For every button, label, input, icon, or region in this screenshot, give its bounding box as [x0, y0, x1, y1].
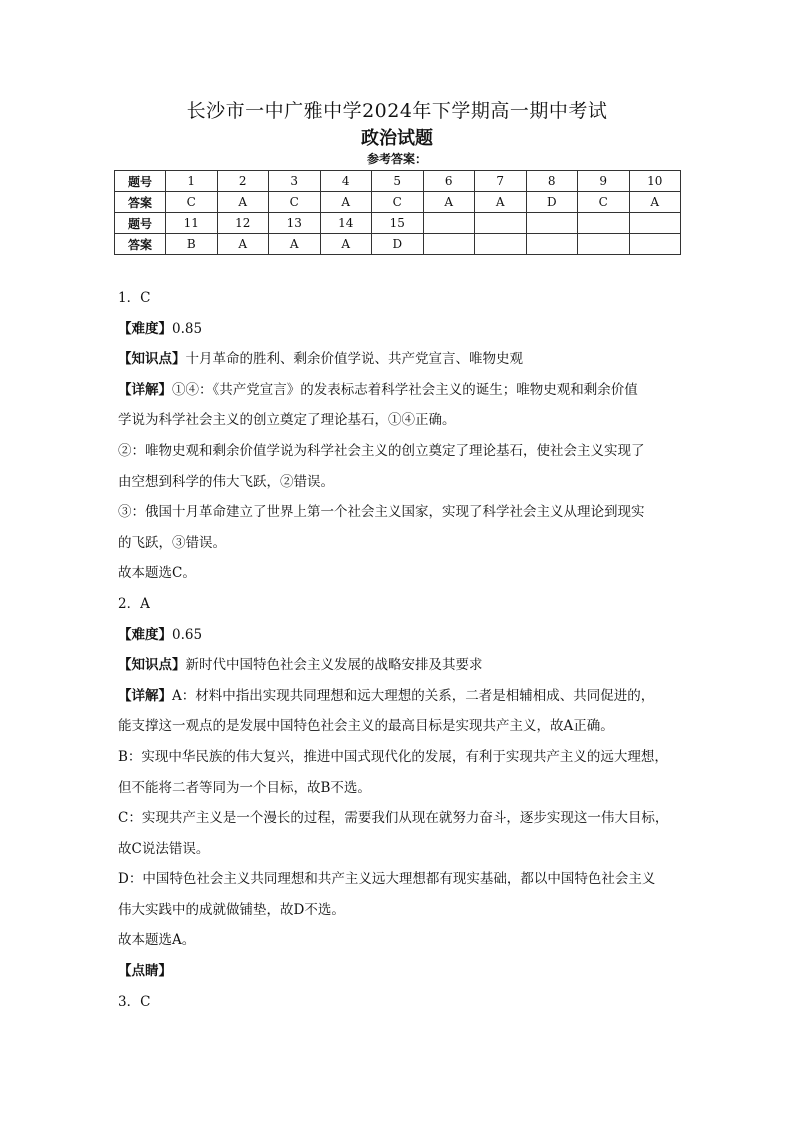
question-number-cell: 13	[269, 213, 321, 234]
text-line	[118, 650, 684, 681]
text-line	[118, 528, 684, 559]
line-text: 3．C	[118, 993, 151, 1010]
table-row	[115, 192, 681, 213]
text-line	[118, 803, 684, 834]
line-text: 2．A	[118, 595, 150, 612]
answer-cell: A	[217, 234, 269, 255]
answer-cell: D	[372, 234, 424, 255]
text-line	[118, 956, 684, 987]
section-tag: 【详解】	[118, 381, 172, 398]
text-line	[118, 314, 684, 345]
line-text: 但不能将二者等同为一个目标，故B不选。	[118, 779, 371, 796]
exam-subject: 政治试题	[361, 128, 433, 149]
answer-cell	[578, 234, 630, 255]
exam-title: 长沙市一中广雅中学2024年下学期高一期中考试	[186, 100, 608, 122]
answer-header: 答案	[115, 192, 166, 213]
question-number-cell: 7	[475, 171, 527, 192]
text-line	[118, 681, 684, 712]
question-number-cell: 3	[269, 171, 321, 192]
text-line	[118, 497, 684, 528]
text-line	[118, 925, 684, 956]
text-line	[118, 405, 684, 436]
question-number-cell	[578, 213, 630, 234]
section-tag: 【点睛】	[118, 963, 172, 980]
text-line	[118, 558, 684, 589]
question-number-cell: 5	[372, 171, 424, 192]
answer-cell	[526, 234, 578, 255]
question-number-cell	[526, 213, 578, 234]
section-tag: 【难度】	[118, 320, 172, 337]
table-row	[115, 234, 681, 255]
answer-cell: A	[629, 192, 681, 213]
text-line	[118, 773, 684, 804]
text-line	[118, 711, 684, 742]
line-text: 十月革命的胜利、剩余价值学说、共产党宣言、唯物史观	[185, 351, 523, 368]
answer-cell	[475, 234, 527, 255]
line-text: ②：唯物史观和剩余价值学说为科学社会主义的创立奠定了理论基石，使社会主义实现了	[118, 442, 645, 459]
answer-cell: C	[166, 192, 218, 213]
text-line	[118, 436, 684, 467]
question-number-cell: 8	[526, 171, 578, 192]
text-line	[118, 742, 684, 773]
answer-cell: C	[578, 192, 630, 213]
line-text: 能支撑这一观点的是发展中国特色社会主义的最高目标是实现共产主义，故A正确。	[118, 718, 614, 735]
question-number-cell: 1	[166, 171, 218, 192]
text-line	[118, 375, 684, 406]
answer-cell	[629, 234, 681, 255]
line-text: 伟大实践中的成就做铺垫，故D不选。	[118, 901, 345, 918]
question-number-cell: 4	[320, 171, 372, 192]
question-number-cell: 12	[217, 213, 269, 234]
text-line	[118, 283, 684, 314]
answer-cell	[423, 234, 475, 255]
answer-cell: A	[217, 192, 269, 213]
section-tag: 【详解】	[118, 687, 172, 704]
question-number-cell: 6	[423, 171, 475, 192]
answer-cell: C	[269, 192, 321, 213]
answer-cell: B	[166, 234, 218, 255]
text-line	[118, 987, 684, 1018]
answer-cell: D	[526, 192, 578, 213]
answer-table	[114, 170, 681, 255]
text-line	[118, 895, 684, 926]
question-number-header: 题号	[115, 213, 166, 234]
question-number-cell: 9	[578, 171, 630, 192]
answer-cell: A	[320, 192, 372, 213]
question-number-cell	[475, 213, 527, 234]
explanation-body	[118, 283, 684, 1017]
line-text: C：实现共产主义是一个漫长的过程，需要我们从现在就努力奋斗，逐步实现这一伟大目标，	[118, 810, 669, 827]
question-number-cell: 15	[372, 213, 424, 234]
question-number-cell: 14	[320, 213, 372, 234]
answer-cell: A	[423, 192, 475, 213]
answer-header: 答案	[115, 234, 166, 255]
line-text: B：实现中华民族的伟大复兴，推进中国式现代化的发展，有利于实现共产主义的远大理想，	[118, 748, 668, 765]
line-text: A：材料中指出实现共同理想和远大理想的关系，二者是相辅相成、共同促进的，	[172, 687, 655, 704]
answer-cell: C	[372, 192, 424, 213]
line-text: ③：俄国十月革命建立了世界上第一个社会主义国家，实现了科学社会主义从理论到现实	[118, 504, 645, 521]
line-text: 故本题选A。	[118, 932, 196, 949]
answer-cell: A	[475, 192, 527, 213]
section-tag: 【知识点】	[118, 351, 186, 368]
section-tag: 【难度】	[118, 626, 172, 643]
table-row	[115, 171, 681, 192]
text-line	[118, 834, 684, 865]
line-text: 故C说法错误。	[118, 840, 210, 857]
line-text: D：中国特色社会主义共同理想和共产主义远大理想都有现实基础，都以中国特色社会主义	[118, 871, 656, 888]
line-text: 0.65	[172, 626, 203, 643]
text-line	[118, 344, 684, 375]
line-text: 新时代中国特色社会主义发展的战略安排及其要求	[185, 657, 483, 674]
line-text: 1．C	[118, 290, 151, 306]
text-line	[118, 589, 684, 620]
line-text: 由空想到科学的伟大飞跃，②错误。	[118, 473, 334, 490]
line-text: 的飞跃，③错误。	[118, 534, 226, 551]
text-line	[118, 620, 684, 651]
question-number-header: 题号	[115, 171, 166, 192]
section-tag: 【知识点】	[118, 657, 186, 674]
question-number-cell	[423, 213, 475, 234]
answer-cell: A	[269, 234, 321, 255]
question-number-cell: 2	[217, 171, 269, 192]
answer-key-label: 参考答案：	[366, 152, 427, 166]
question-number-cell	[629, 213, 681, 234]
text-line	[118, 467, 684, 498]
line-text: 故本题选C。	[118, 565, 196, 582]
line-text: 0.85	[172, 320, 203, 337]
table-row	[115, 213, 681, 234]
question-number-cell: 11	[166, 213, 218, 234]
question-number-cell: 10	[629, 171, 681, 192]
line-text: 学说为科学社会主义的创立奠定了理论基石，①④正确。	[118, 412, 456, 429]
answer-cell: A	[320, 234, 372, 255]
text-line	[118, 864, 684, 895]
line-text: ①④：《共产党宣言》的发表标志着科学社会主义的诞生；唯物史观和剩余价值	[172, 381, 638, 398]
